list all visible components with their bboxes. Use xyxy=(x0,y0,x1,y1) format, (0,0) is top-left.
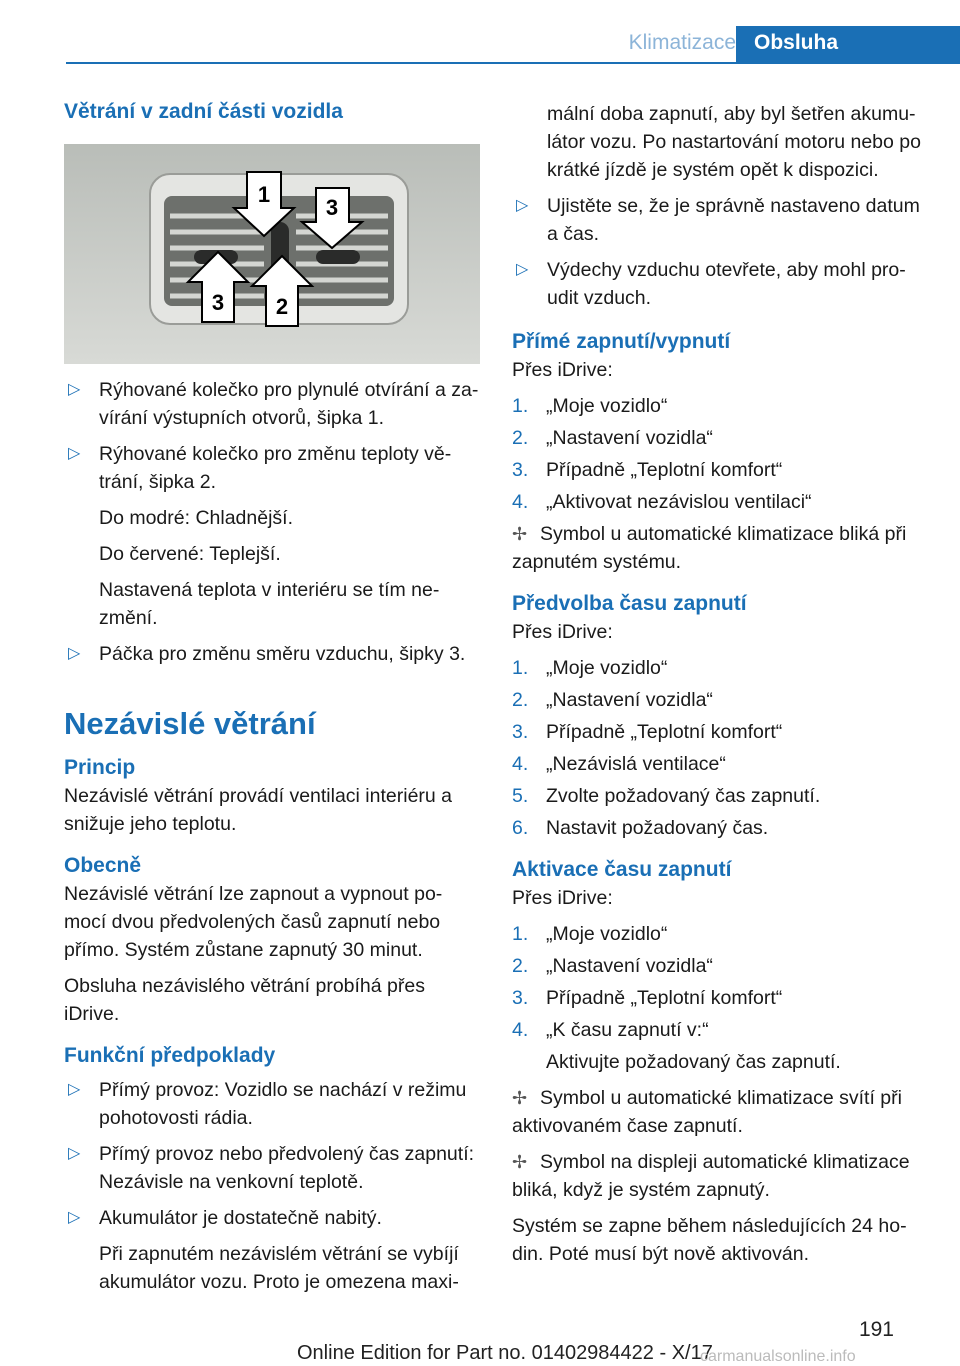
obecne-text-2: Obsluha nezávislého větrání probíhá přes iDrive. xyxy=(64,975,425,1025)
final-text: Systém se zapne během následujících 24 ho-din. Poté musí být nově aktivován. xyxy=(512,1215,907,1265)
list-subtext: Při zapnutém nezávislém větrání se vybíjí akumulátor vozu. Proto je omezena maxi- xyxy=(99,1243,459,1293)
list-item: 4. „Nezávislá ventilace“ xyxy=(512,753,726,775)
left-column xyxy=(64,98,480,1296)
list-item: 2. „Nastavení vozidla“ xyxy=(512,955,713,977)
prime-note: ✢ Symbol u automatické klimatizace bliká při zapnutém systému. xyxy=(512,520,928,576)
prime-heading: Přímé zapnutí/vypnutí xyxy=(512,330,731,353)
triangle-bullet-icon: ▷ xyxy=(516,261,529,278)
watermark: carmanualsonline.info xyxy=(700,1348,856,1365)
fan-icon: ✢ xyxy=(512,524,528,544)
obecne-text-1: Nezávislé větrání lze zapnout a vypnout po-mocí dvou předvolených časů zapnutí nebo přímo. Systém zůstane zapnutý 30 minut. xyxy=(64,883,443,961)
list-item: 6. Nastavit požadovaný čas. xyxy=(512,817,769,839)
funkcni-heading: Funkční předpoklady xyxy=(64,1044,276,1067)
edition-text: Online Edition for Part no. 01402984422 - X/17 xyxy=(297,1342,713,1364)
fan-icon: ✢ xyxy=(512,1088,528,1108)
figure-label-3-left: 3 xyxy=(211,290,225,315)
section-title: Nezávislé větrání xyxy=(64,706,316,741)
figure-label-2: 2 xyxy=(275,294,289,319)
list-item: 3. Případně „Teplotní komfort“ xyxy=(512,721,783,743)
page-number: 191 xyxy=(858,1318,894,1341)
triangle-bullet-icon: ▷ xyxy=(68,445,81,462)
list-item: ▷ Páčka pro změnu směru vzduchu, šipky 3. xyxy=(64,640,480,668)
list-item: 1. „Moje vozidlo“ xyxy=(512,923,668,945)
right-column xyxy=(512,100,928,1268)
idrive-label: Přes iDrive: xyxy=(512,621,613,643)
triangle-bullet-icon: ▷ xyxy=(516,197,529,214)
list-item: 4. „K času zapnutí v:“ xyxy=(512,1019,709,1041)
vent-illustration xyxy=(64,144,480,364)
list-subtext: mální doba zapnutí, aby byl šetřen akumu-látor vozu. Po nastartování motoru nebo po krátké jízdě je systém opět k dispozici. xyxy=(547,103,921,181)
list-item: ▷ Přímý provoz nebo předvolený čas zapnutí: Nezávisle na venkovní teplotě. xyxy=(64,1140,480,1196)
list-item: ▷ Přímý provoz: Vozidlo se nachází v režimu pohotovosti rádia. xyxy=(64,1076,480,1132)
list-item: 1. „Moje vozidlo“ xyxy=(512,395,668,417)
figure-label-3-right: 3 xyxy=(325,195,339,220)
header-section: Klimatizace xyxy=(628,31,736,54)
obecne-heading: Obecně xyxy=(64,854,142,877)
list-item: ▷ Výdechy vzduchu otevřete, aby mohl pro-udit vzduch. xyxy=(512,256,928,312)
aktivace-heading: Aktivace času zapnutí xyxy=(512,858,732,881)
list-subtext: Do červené: Teplejší. xyxy=(99,543,281,565)
idrive-label: Přes iDrive: xyxy=(512,887,613,909)
predvolba-heading: Předvolba času zapnutí xyxy=(512,592,747,615)
list-item: ▷ Rýhované kolečko pro plynulé otvírání a za-vírání výstupních otvorů, šipka 1. xyxy=(64,376,480,432)
list-item: ▷ Rýhované kolečko pro změnu teploty vě-trání, šipka 2. xyxy=(64,440,480,496)
list-subtext: Do modré: Chladnější. xyxy=(99,507,294,529)
triangle-bullet-icon: ▷ xyxy=(68,381,81,398)
princip-text: Nezávislé větrání provádí ventilaci interiéru a snižuje jeho teplotu. xyxy=(64,785,453,835)
list-item: ▷ Ujistěte se, že je správně nastaveno datum a čas. xyxy=(512,192,928,248)
list-item: 3. Případně „Teplotní komfort“ xyxy=(512,459,783,481)
list-item: 1. „Moje vozidlo“ xyxy=(512,657,668,679)
list-item: 4. „Aktivovat nezávislou ventilaci“ xyxy=(512,491,812,513)
figure-label-1: 1 xyxy=(257,182,271,207)
list-item: 3. Případně „Teplotní komfort“ xyxy=(512,987,783,1009)
triangle-bullet-icon: ▷ xyxy=(68,1081,81,1098)
list-subtext: Nastavená teplota v interiéru se tím ne-změní. xyxy=(99,579,440,629)
list-item: 2. „Nastavení vozidla“ xyxy=(512,427,713,449)
triangle-bullet-icon: ▷ xyxy=(68,1209,81,1226)
list-subtext: Aktivujte požadovaný čas zapnutí. xyxy=(546,1051,841,1073)
list-item: ▷ Akumulátor je dostatečně nabitý. xyxy=(64,1204,480,1232)
list-item: 5. Zvolte požadovaný čas zapnutí. xyxy=(512,785,821,807)
note-1: ✢ Symbol u automatické klimatizace svítí při aktivovaném čase zapnutí. xyxy=(512,1084,928,1140)
rear-vent-figure xyxy=(64,144,480,364)
triangle-bullet-icon: ▷ xyxy=(68,1145,81,1162)
rear-vent-heading: Větrání v zadní části vozidla xyxy=(64,100,343,123)
note-2: ✢ Symbol na displeji automatické klimatizace bliká, když je systém zapnutý. xyxy=(512,1148,928,1204)
list-item: 2. „Nastavení vozidla“ xyxy=(512,689,713,711)
fan-icon: ✢ xyxy=(512,1152,528,1172)
page-header xyxy=(66,26,960,64)
princip-heading: Princip xyxy=(64,756,136,779)
triangle-bullet-icon: ▷ xyxy=(68,645,81,662)
header-tab: Obsluha xyxy=(736,26,960,62)
idrive-label: Přes iDrive: xyxy=(512,359,613,381)
